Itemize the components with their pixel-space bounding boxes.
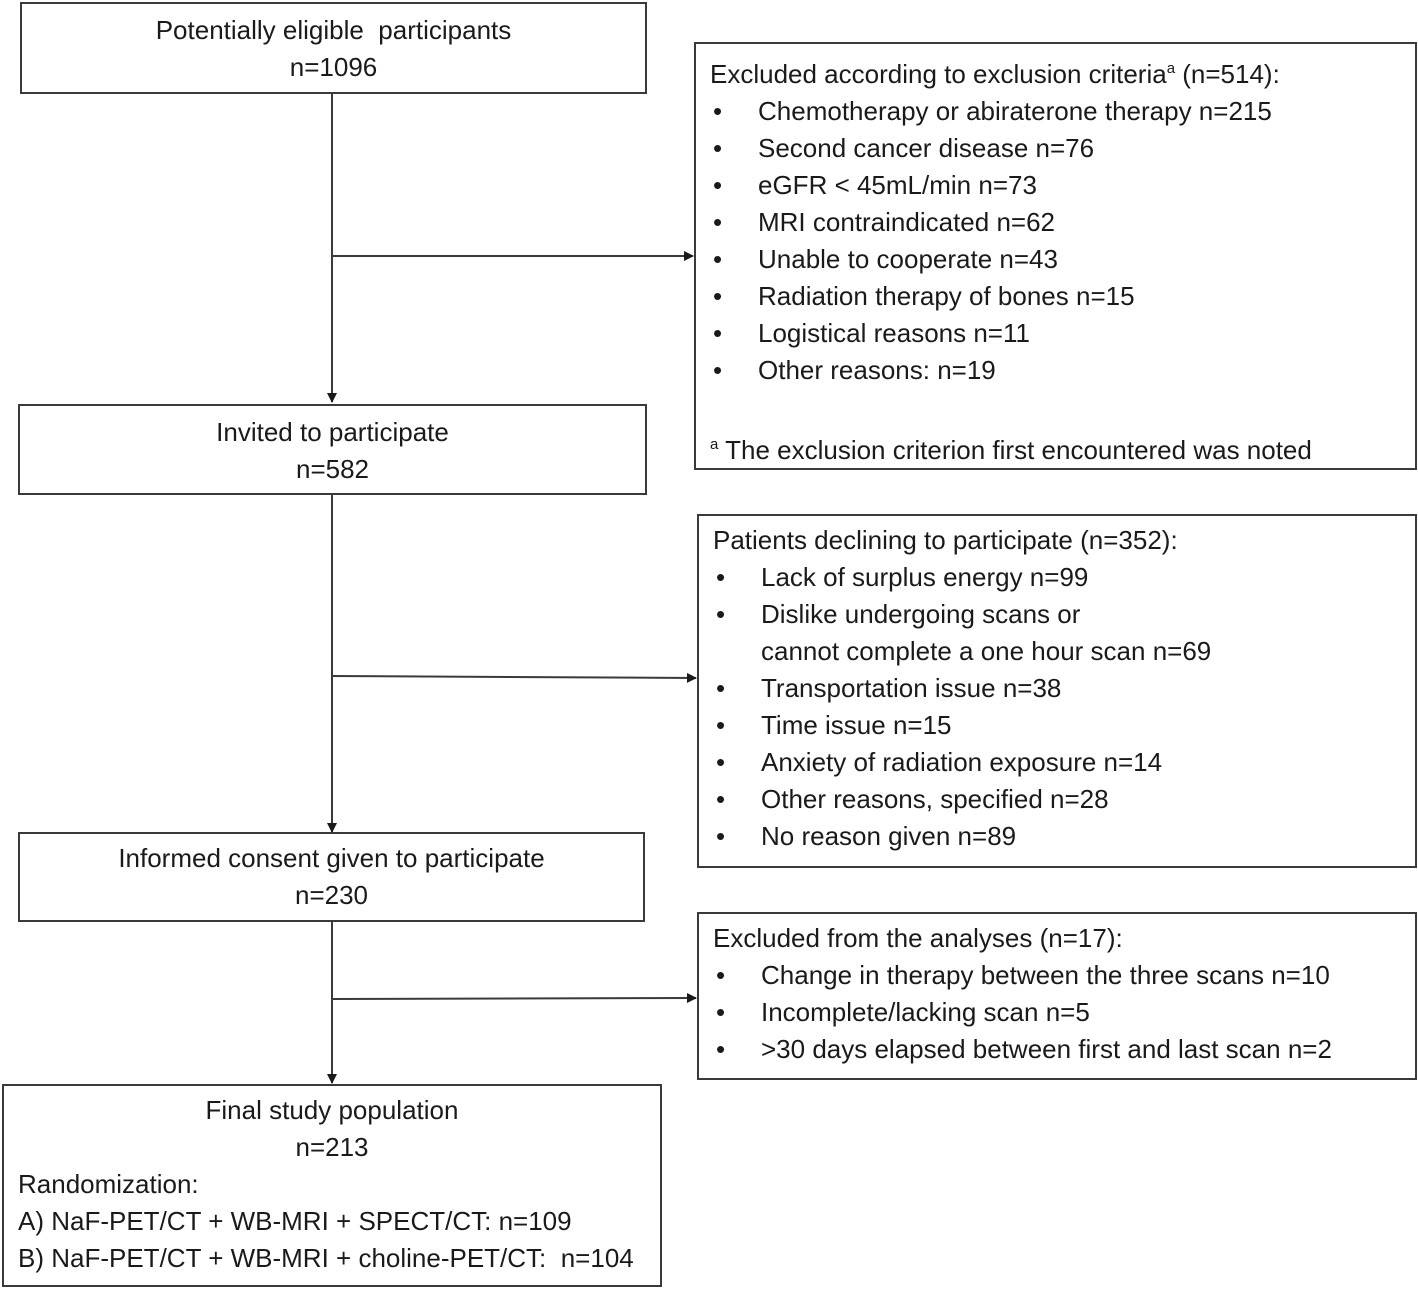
eligible-box [20,2,647,94]
declining-heading: Patients declining to participate (n=352): [713,525,1178,555]
declining-box [697,514,1417,868]
bullet-icon: • [713,133,723,163]
list-item: • Anxiety of radiation exposure n=14 [713,744,1415,781]
bullet-icon: • [716,673,726,703]
bullet-icon: • [716,960,726,990]
arrow-to-declining [332,676,696,678]
analyses-heading: Excluded from the analyses (n=17): [713,923,1123,953]
list-item: • Second cancer disease n=76 [710,130,1415,167]
arrow-to-analyses [332,998,696,999]
list-item: • eGFR < 45mL/min n=73 [710,167,1415,204]
list-item: • Logistical reasons n=11 [710,315,1415,352]
bullet-icon: • [713,170,723,200]
final-count: n=213 [295,1132,369,1162]
list-item: • MRI contraindicated n=62 [710,204,1415,241]
bullet-icon: • [713,355,723,385]
bullet-icon: • [716,821,726,851]
list-item: • Time issue n=15 [713,707,1415,744]
consent-box [18,832,645,922]
list-item: • Other reasons, specified n=28 [713,781,1415,818]
invited-box [18,404,647,495]
list-item: • Lack of surplus energy n=99 [713,559,1415,596]
randomization-label: Randomization: [18,1169,199,1199]
bullet-icon: • [713,244,723,274]
list-item: • >30 days elapsed between first and last scan n=2 [713,1031,1415,1068]
exclusion-list [710,93,1415,389]
bullet-icon: • [716,599,726,629]
randomization-arm-a: A) NaF-PET/CT + WB-MRI + SPECT/CT: n=109 [18,1206,572,1236]
bullet-icon: • [716,710,726,740]
list-item: • Incomplete/lacking scan n=5 [713,994,1415,1031]
exclusion-box [694,42,1417,470]
bullet-icon: • [713,96,723,126]
bullet-icon: • [716,997,726,1027]
randomization-arm-b: B) NaF-PET/CT + WB-MRI + choline-PET/CT: n=104 [18,1243,634,1273]
eligible-title: Potentially eligible participants [155,15,512,45]
bullet-icon: • [713,207,723,237]
eligible-count: n=1096 [289,52,378,82]
list-item: • No reason given n=89 [713,818,1415,855]
final-population-box [2,1084,662,1287]
consent-title: Informed consent given to participate [118,843,545,873]
list-item: • Radiation therapy of bones n=15 [710,278,1415,315]
analyses-box [697,912,1417,1080]
analyses-list [713,957,1415,1068]
bullet-icon: • [716,1034,726,1064]
exclusion-footnote-ref: a [1166,60,1176,77]
final-title: Final study population [205,1095,459,1125]
invited-count: n=582 [295,454,370,484]
list-item: • Chemotherapy or abiraterone therapy n=215 [710,93,1415,130]
bullet-icon: • [713,281,723,311]
declining-list [713,559,1415,855]
exclusion-footnote: $^a$ The exclusion criterion first encountered was noted [710,435,1312,465]
list-item: • Other reasons: n=19 [710,352,1415,389]
consent-count: n=230 [294,880,369,910]
list-item: • Change in therapy between the three scans n=10 [713,957,1415,994]
bullet-icon: • [716,747,726,777]
invited-title: Invited to participate [216,417,449,447]
exclusion-heading: Excluded according to exclusion criteria$^a$ (n=514): [710,59,1280,89]
bullet-icon: • [713,318,723,348]
list-item: • Dislike undergoing scans or cannot complete a one hour scan n=69 [713,596,1415,670]
bullet-icon: • [716,562,726,592]
bullet-icon: • [716,784,726,814]
list-item: • Transportation issue n=38 [713,670,1415,707]
list-item: • Unable to cooperate n=43 [710,241,1415,278]
